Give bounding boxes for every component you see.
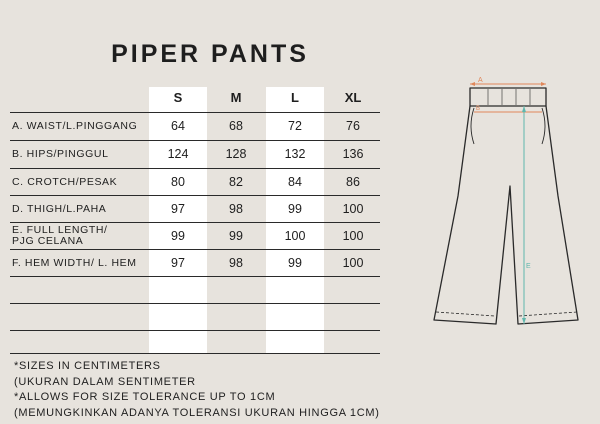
row-label-full-length: E. FULL LENGTH/ PJG CELANA — [12, 224, 108, 247]
column-header-xl: XL — [344, 90, 362, 105]
cell-crotch-xl: 86 — [346, 175, 360, 189]
row-label-crotch: C. CROTCH/PESAK — [12, 176, 118, 188]
hem-stitch-left — [436, 312, 495, 316]
cell-hem-width-xl: 100 — [342, 256, 364, 270]
cell-thigh-l: 99 — [288, 202, 302, 216]
cell-hem-width-l: 99 — [288, 256, 302, 270]
measurement-a — [470, 82, 546, 112]
table-divider — [10, 112, 380, 113]
table-divider — [10, 303, 380, 304]
cell-thigh-m: 98 — [229, 202, 243, 216]
cell-crotch-m: 82 — [229, 175, 243, 189]
note-line: *ALLOWS FOR SIZE TOLERANCE UP TO 1CM — [14, 391, 276, 404]
pocket-right — [542, 108, 545, 144]
table-divider — [10, 140, 380, 141]
note-line: *SIZES IN CENTIMETERS — [14, 360, 161, 372]
cell-crotch-s: 80 — [171, 175, 185, 189]
cell-full-length-m: 99 — [229, 229, 243, 243]
size-notes — [14, 359, 380, 421]
cell-waist-l: 72 — [288, 119, 302, 133]
cell-full-length-s: 99 — [171, 229, 185, 243]
cell-waist-xl: 76 — [346, 119, 360, 133]
pants-measurement-diagram — [418, 76, 590, 336]
table-divider — [10, 195, 380, 196]
column-header-s: S — [173, 90, 183, 105]
row-label-hem-width: F. HEM WIDTH/ L. HEM — [12, 257, 137, 269]
cell-waist-s: 64 — [171, 119, 185, 133]
column-header-m: M — [230, 90, 242, 105]
cell-hips-l: 132 — [284, 147, 306, 161]
pants-outline — [434, 106, 578, 324]
row-label-thigh: D. THIGH/L.PAHA — [12, 203, 107, 215]
cell-hips-xl: 136 — [342, 147, 364, 161]
cell-hem-width-s: 97 — [171, 256, 185, 270]
cell-waist-m: 68 — [229, 119, 243, 133]
pocket-left — [471, 108, 474, 144]
cell-thigh-s: 97 — [171, 202, 185, 216]
cell-hips-s: 124 — [167, 147, 189, 161]
table-divider — [10, 276, 380, 277]
table-divider — [10, 353, 380, 354]
label-b: B — [476, 106, 481, 112]
row-label-waist: A. WAIST/L.PINGGANG — [12, 120, 138, 132]
measurement-e — [522, 106, 526, 324]
table-divider — [10, 222, 380, 223]
row-label-hips: B. HIPS/PINGGUL — [12, 148, 109, 160]
table-divider — [10, 168, 380, 169]
pants-waistband — [470, 88, 546, 106]
label-a: A — [478, 77, 483, 84]
cell-thigh-xl: 100 — [342, 202, 364, 216]
label-e: E — [526, 263, 531, 270]
cell-crotch-l: 84 — [288, 175, 302, 189]
page-title: PIPER PANTS — [111, 40, 309, 68]
waistband-gathers — [488, 89, 530, 105]
cell-full-length-xl: 100 — [342, 229, 364, 243]
column-header-l: L — [291, 90, 299, 105]
note-line: (MEMUNGKINKAN ADANYA TOLERANSI UKURAN HINGGA 1CM) — [14, 406, 380, 419]
cell-hips-m: 128 — [225, 147, 247, 161]
note-line: (UKURAN DALAM SENTIMETER — [14, 375, 196, 388]
table-divider — [10, 249, 380, 250]
hem-stitch-right — [519, 312, 577, 316]
cell-hem-width-m: 98 — [229, 256, 243, 270]
table-divider — [10, 330, 380, 331]
cell-full-length-l: 100 — [284, 229, 306, 243]
